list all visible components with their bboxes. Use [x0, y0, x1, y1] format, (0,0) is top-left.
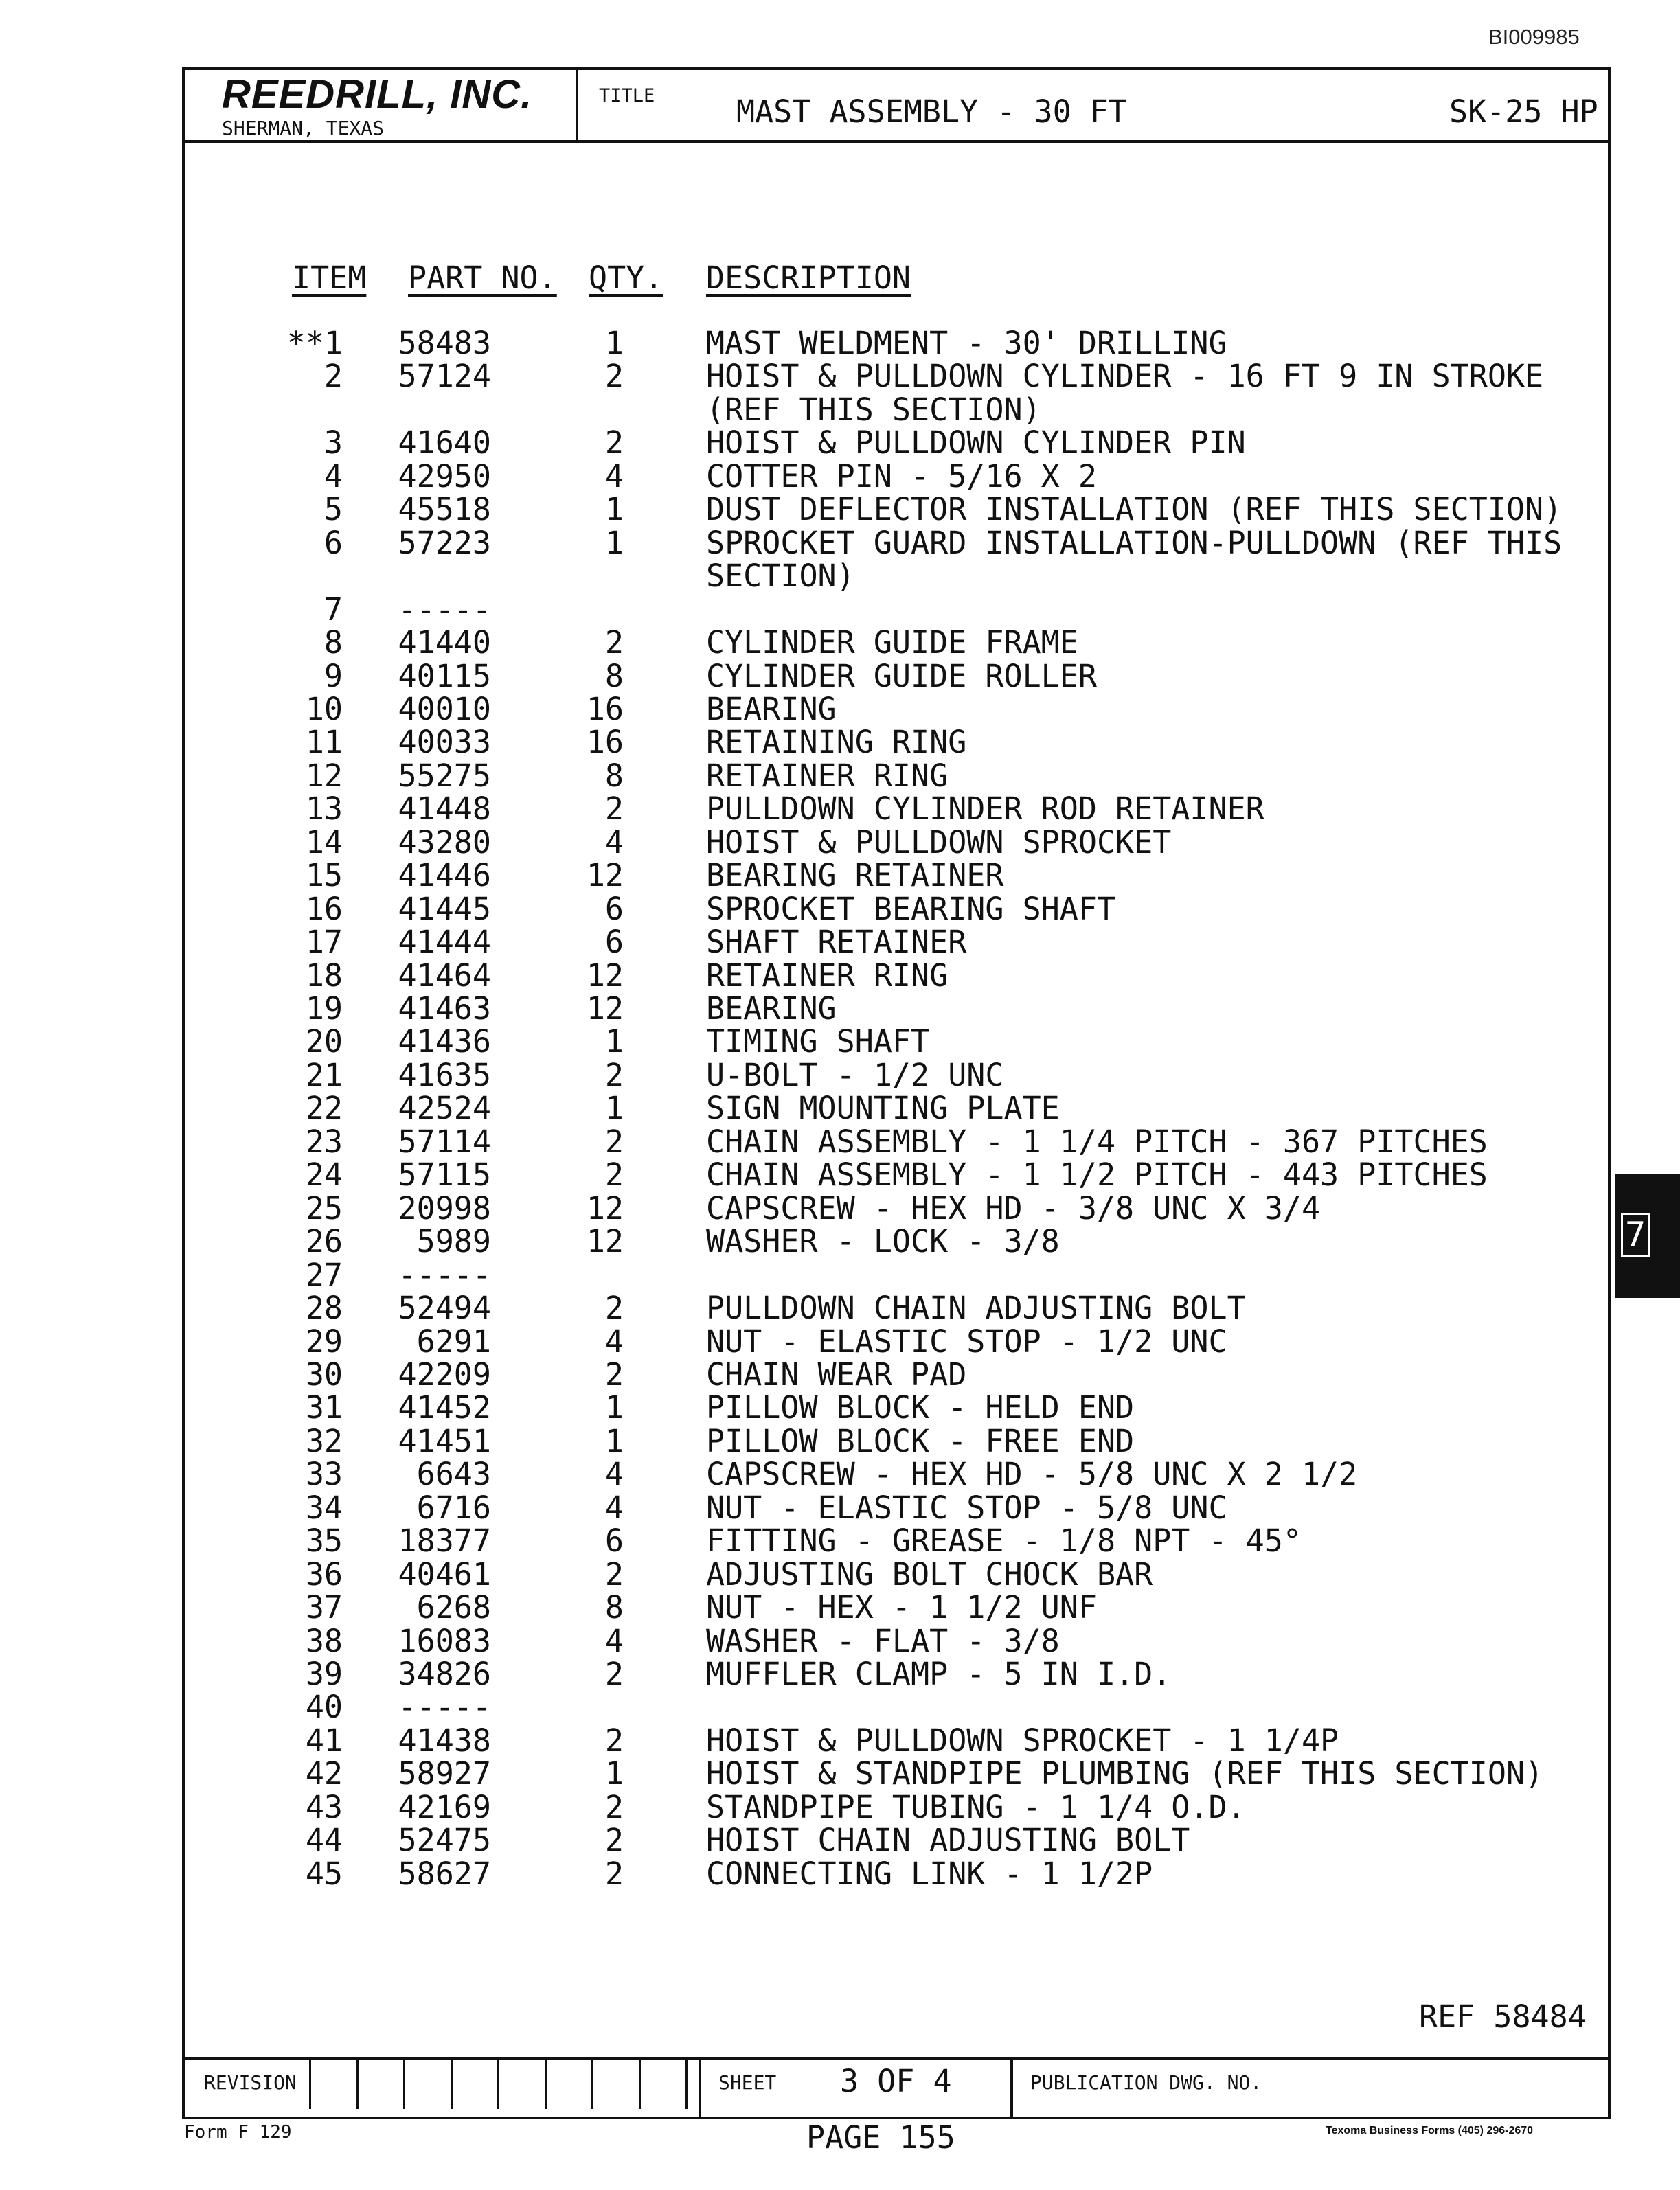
table-row — [0, 1256, 1680, 1293]
description-cell: DUST DEFLECTOR INSTALLATION (REF THIS SECTION) — [706, 491, 1563, 528]
item-cell: 29 — [305, 1323, 343, 1360]
item-cell: 11 — [305, 724, 343, 761]
revision-box-divider — [591, 2060, 593, 2109]
sheet-divider — [699, 2060, 701, 2119]
table-row — [0, 926, 1680, 959]
part-number-cell: 34826 — [398, 1656, 491, 1692]
part-number-cell: 40115 — [398, 657, 491, 694]
publication-divider — [1010, 2060, 1013, 2119]
item-cell: 15 — [305, 857, 343, 894]
description-cell: CYLINDER GUIDE ROLLER — [706, 657, 1097, 694]
quantity-cell: 1 — [604, 1090, 624, 1127]
item-cell: 9 — [323, 657, 343, 694]
description-cell: SIGN MOUNTING PLATE — [706, 1090, 1060, 1127]
item-cell: 40 — [305, 1689, 343, 1726]
table-row — [0, 890, 1680, 927]
table-row — [0, 1458, 1680, 1491]
printer-credit: Texoma Business Forms (405) 296-2670 — [1326, 2125, 1534, 2136]
table-row — [0, 360, 1680, 393]
table-row — [0, 1189, 1680, 1227]
item-cell: 30 — [305, 1356, 343, 1393]
table-row — [0, 1691, 1680, 1724]
item-cell: 8 — [323, 624, 343, 661]
part-number-cell: 42209 — [398, 1356, 491, 1393]
item-cell: 14 — [305, 823, 343, 860]
quantity-cell: 2 — [604, 358, 624, 395]
quantity-cell: 2 — [604, 1356, 624, 1393]
part-number-cell: 52494 — [398, 1290, 491, 1327]
item-cell: 36 — [305, 1555, 343, 1593]
table-row — [0, 1824, 1680, 1857]
part-number-cell: 41452 — [398, 1389, 491, 1426]
part-number-cell: 57114 — [398, 1123, 491, 1160]
item-cell: 22 — [305, 1090, 343, 1127]
revision-box-divider — [309, 2060, 311, 2109]
description-cell: RETAINER RING — [706, 957, 949, 994]
part-number-cell: 41463 — [398, 990, 491, 1027]
item-cell: 31 — [305, 1389, 343, 1426]
table-row — [0, 690, 1680, 727]
quantity-cell: 1 — [604, 1023, 624, 1060]
quantity-cell: 1 — [604, 524, 624, 561]
table-row — [0, 1225, 1680, 1258]
quantity-cell: 1 — [604, 1422, 624, 1459]
description-cell: BEARING — [706, 690, 837, 727]
item-cell: 7 — [323, 591, 343, 628]
document-id: BI009985 — [1488, 25, 1580, 49]
item-cell: 26 — [305, 1223, 343, 1260]
column-header-item: ITEM — [292, 260, 367, 296]
column-header-description: DESCRIPTION — [706, 260, 911, 296]
description-cell: U-BOLT - 1/2 UNC — [706, 1056, 1004, 1093]
item-cell: 27 — [305, 1256, 343, 1293]
description-cell: CHAIN ASSEMBLY - 1 1/4 PITCH - 367 PITCHES — [706, 1123, 1488, 1160]
quantity-cell: 2 — [604, 790, 624, 828]
part-number-cell: 41635 — [398, 1056, 491, 1093]
description-cell: HOIST CHAIN ADJUSTING BOLT — [706, 1822, 1190, 1859]
table-row — [0, 426, 1680, 459]
description-cell: MAST WELDMENT - 30' DRILLING — [706, 325, 1227, 361]
quantity-cell: 1 — [604, 491, 624, 528]
quantity-cell: 8 — [604, 1589, 624, 1626]
quantity-cell: 1 — [604, 325, 624, 361]
part-number-cell: 20998 — [398, 1189, 491, 1227]
quantity-cell: 16 — [586, 690, 624, 727]
column-header-qty: QTY. — [589, 260, 663, 296]
item-cell: 10 — [305, 690, 343, 727]
table-row — [0, 1092, 1680, 1125]
part-number-cell: 41448 — [398, 790, 491, 828]
quantity-cell: 16 — [586, 724, 624, 761]
table-row — [0, 657, 1680, 694]
part-number-cell: 18377 — [398, 1522, 491, 1560]
description-cell: CHAIN WEAR PAD — [706, 1356, 967, 1393]
description-cell: SPROCKET BEARING SHAFT — [706, 890, 1116, 927]
description-cell: BEARING — [706, 990, 837, 1027]
table-row — [0, 493, 1680, 526]
part-number-cell: 41438 — [398, 1722, 491, 1759]
header-divider — [576, 67, 578, 143]
description-cell: CHAIN ASSEMBLY - 1 1/2 PITCH - 443 PITCHES — [706, 1156, 1488, 1194]
item-cell: 43 — [305, 1788, 343, 1825]
revision-box-divider — [451, 2060, 453, 2109]
table-row — [0, 1422, 1680, 1459]
revision-box-divider — [545, 2060, 547, 2109]
quantity-cell: 12 — [586, 1223, 624, 1260]
quantity-cell: 2 — [604, 1722, 624, 1759]
quantity-cell: 4 — [604, 823, 624, 860]
part-number-cell: 41451 — [398, 1422, 491, 1459]
quantity-cell: 2 — [604, 1056, 624, 1093]
title-label: TITLE — [599, 85, 655, 106]
description-cell: WASHER - LOCK - 3/8 — [706, 1223, 1060, 1260]
table-row — [0, 1757, 1680, 1790]
part-number-cell: 57223 — [398, 524, 491, 561]
part-number-cell: 41640 — [398, 424, 491, 461]
quantity-cell: 2 — [604, 624, 624, 661]
part-number-cell: 41464 — [398, 957, 491, 994]
description-cell: CAPSCREW - HEX HD - 5/8 UNC X 2 1/2 — [706, 1456, 1358, 1493]
revision-box-divider — [356, 2060, 359, 2109]
footer-rule — [182, 2057, 1611, 2060]
table-row — [0, 1724, 1680, 1757]
description-cell: HOIST & PULLDOWN SPROCKET — [706, 823, 1172, 860]
publication-label: PUBLICATION DWG. NO. — [1030, 2071, 1262, 2094]
description-cell: SPROCKET GUARD INSTALLATION-PULLDOWN (REF THIS — [706, 524, 1563, 561]
table-row — [0, 393, 1680, 426]
description-cell: WASHER - FLAT - 3/8 — [706, 1622, 1060, 1659]
quantity-cell: 12 — [586, 990, 624, 1027]
part-number-cell: 6716 — [416, 1489, 491, 1526]
description-cell: RETAINER RING — [706, 757, 949, 794]
quantity-cell: 4 — [604, 1456, 624, 1493]
quantity-cell: 8 — [604, 657, 624, 694]
description-cell: PULLDOWN CHAIN ADJUSTING BOLT — [706, 1290, 1246, 1327]
part-number-cell: 41436 — [398, 1023, 491, 1060]
table-row — [0, 560, 1680, 593]
quantity-cell: 2 — [604, 1656, 624, 1692]
table-row — [0, 726, 1680, 759]
table-row — [0, 859, 1680, 892]
description-cell: BEARING RETAINER — [706, 857, 1004, 894]
item-cell: 2 — [323, 358, 343, 395]
quantity-cell: 4 — [604, 1323, 624, 1360]
description-cell: HOIST & PULLDOWN CYLINDER - 16 FT 9 IN STROKE — [706, 358, 1544, 395]
item-cell: 19 — [305, 990, 343, 1027]
quantity-cell: 2 — [604, 1156, 624, 1194]
item-cell: 17 — [305, 924, 343, 961]
item-cell: 45 — [305, 1855, 343, 1892]
reference-number: REF 58484 — [1419, 1998, 1587, 2035]
table-row — [0, 1788, 1680, 1825]
quantity-cell: 12 — [586, 957, 624, 994]
item-cell: 24 — [305, 1156, 343, 1194]
part-number-cell: 5989 — [416, 1223, 491, 1260]
quantity-cell: 2 — [604, 1855, 624, 1892]
description-cell: CYLINDER GUIDE FRAME — [706, 624, 1078, 661]
section-tab-number: 7 — [1621, 1213, 1650, 1257]
table-row — [0, 626, 1680, 659]
part-number-cell: 58627 — [398, 1855, 491, 1892]
part-number-cell: 42524 — [398, 1090, 491, 1127]
part-number-cell: 57124 — [398, 358, 491, 395]
quantity-cell: 2 — [604, 1788, 624, 1825]
item-cell: 3 — [323, 424, 343, 461]
table-row — [0, 1591, 1680, 1624]
sheet-value: 3 OF 4 — [840, 2063, 952, 2099]
description-cell: FITTING - GREASE - 1/8 NPT - 45° — [706, 1522, 1302, 1560]
table-row — [0, 992, 1680, 1025]
part-number-cell: 40461 — [398, 1555, 491, 1593]
sheet-label: SHEET — [718, 2071, 777, 2094]
description-cell: SECTION) — [706, 558, 855, 595]
table-row — [0, 1056, 1680, 1093]
part-number-cell: 57115 — [398, 1156, 491, 1194]
table-row — [0, 1391, 1680, 1424]
revision-label: REVISION — [204, 2071, 297, 2094]
item-cell: 42 — [305, 1755, 343, 1792]
part-number-cell: 41445 — [398, 890, 491, 927]
quantity-cell: 6 — [604, 924, 624, 961]
quantity-cell: 6 — [604, 1522, 624, 1560]
item-cell: 23 — [305, 1123, 343, 1160]
item-cell: 5 — [323, 491, 343, 528]
part-number-cell: ----- — [398, 1256, 491, 1293]
quantity-cell: 6 — [604, 890, 624, 927]
quantity-cell: 1 — [604, 1755, 624, 1792]
form-number: Form F 129 — [184, 2122, 292, 2143]
part-number-cell: 52475 — [398, 1822, 491, 1859]
quantity-cell: 2 — [604, 1123, 624, 1160]
quantity-cell: 12 — [586, 1189, 624, 1227]
part-number-cell: 42169 — [398, 1788, 491, 1825]
quantity-cell: 2 — [604, 1822, 624, 1859]
part-number-cell: 40010 — [398, 690, 491, 727]
model-number: SK-25 HP — [1449, 93, 1598, 130]
description-cell: COTTER PIN - 5/16 X 2 — [706, 457, 1097, 494]
item-cell: 35 — [305, 1522, 343, 1560]
item-cell: 41 — [305, 1722, 343, 1759]
table-row — [0, 1658, 1680, 1691]
description-cell: ADJUSTING BOLT CHOCK BAR — [706, 1555, 1153, 1593]
description-cell: STANDPIPE TUBING - 1 1/4 O.D. — [706, 1788, 1246, 1825]
item-cell: 25 — [305, 1189, 343, 1227]
table-row — [0, 524, 1680, 561]
table-row — [0, 1489, 1680, 1526]
item-cell: 6 — [323, 524, 343, 561]
description-cell: PILLOW BLOCK - HELD END — [706, 1389, 1135, 1426]
quantity-cell: 4 — [604, 1622, 624, 1659]
table-row — [0, 593, 1680, 626]
table-row — [0, 327, 1680, 360]
description-cell: HOIST & PULLDOWN CYLINDER PIN — [706, 424, 1246, 461]
part-number-cell: 41440 — [398, 624, 491, 661]
table-row — [0, 1325, 1680, 1358]
part-number-cell: 41444 — [398, 924, 491, 961]
part-number-cell: 58927 — [398, 1755, 491, 1792]
table-row — [0, 1292, 1680, 1325]
item-cell: 18 — [305, 957, 343, 994]
item-cell: 28 — [305, 1290, 343, 1327]
quantity-cell: 4 — [604, 1489, 624, 1526]
column-header-part: PART NO. — [408, 260, 557, 296]
document-title: MAST ASSEMBLY - 30 FT — [736, 93, 1127, 130]
table-row — [0, 1555, 1680, 1593]
table-row — [0, 1025, 1680, 1058]
part-number-cell: 6268 — [416, 1589, 491, 1626]
revision-box-divider — [403, 2060, 405, 2109]
quantity-cell: 8 — [604, 757, 624, 794]
part-number-cell: 42950 — [398, 457, 491, 494]
quantity-cell: 2 — [604, 424, 624, 461]
table-row — [0, 757, 1680, 794]
revision-box-divider — [639, 2060, 641, 2109]
description-cell: CONNECTING LINK - 1 1/2P — [706, 1855, 1153, 1892]
part-number-cell: 45518 — [398, 491, 491, 528]
part-number-cell: 40033 — [398, 724, 491, 761]
quantity-cell: 12 — [586, 857, 624, 894]
table-row — [0, 1156, 1680, 1194]
description-cell: HOIST & PULLDOWN SPROCKET - 1 1/4P — [706, 1722, 1339, 1759]
table-row — [0, 1522, 1680, 1560]
description-cell: NUT - ELASTIC STOP - 5/8 UNC — [706, 1489, 1227, 1526]
part-number-cell: ----- — [398, 591, 491, 628]
description-cell: HOIST & STANDPIPE PLUMBING (REF THIS SECTION) — [706, 1755, 1544, 1792]
page-number: PAGE 155 — [806, 2119, 955, 2156]
description-cell: CAPSCREW - HEX HD - 3/8 UNC X 3/4 — [706, 1189, 1321, 1227]
item-cell: 34 — [305, 1489, 343, 1526]
description-cell: TIMING SHAFT — [706, 1023, 930, 1060]
part-number-cell: 55275 — [398, 757, 491, 794]
table-row — [0, 457, 1680, 494]
item-cell: 38 — [305, 1622, 343, 1659]
description-cell: NUT - ELASTIC STOP - 1/2 UNC — [706, 1323, 1227, 1360]
item-cell: 4 — [323, 457, 343, 494]
item-cell: 12 — [305, 757, 343, 794]
quantity-cell: 4 — [604, 457, 624, 494]
item-cell: 39 — [305, 1656, 343, 1692]
item-cell: 13 — [305, 790, 343, 828]
description-cell: RETAINING RING — [706, 724, 967, 761]
item-cell: 44 — [305, 1822, 343, 1859]
description-cell: PILLOW BLOCK - FREE END — [706, 1422, 1135, 1459]
table-row — [0, 1855, 1680, 1892]
table-row — [0, 959, 1680, 992]
company-name: REEDRILL, INC. — [222, 72, 533, 117]
description-cell: SHAFT RETAINER — [706, 924, 967, 961]
quantity-cell: 2 — [604, 1555, 624, 1593]
part-number-cell: 6643 — [416, 1456, 491, 1493]
table-row — [0, 1358, 1680, 1391]
item-cell: 37 — [305, 1589, 343, 1626]
table-row — [0, 823, 1680, 860]
quantity-cell: 1 — [604, 1389, 624, 1426]
item-cell: 33 — [305, 1456, 343, 1493]
table-row — [0, 790, 1680, 828]
table-row — [0, 1123, 1680, 1160]
item-cell: 21 — [305, 1056, 343, 1093]
item-cell: **1 — [286, 325, 343, 361]
revision-box-divider — [497, 2060, 499, 2109]
company-city: SHERMAN, TEXAS — [222, 117, 385, 139]
part-number-cell: 43280 — [398, 823, 491, 860]
part-number-cell: 41446 — [398, 857, 491, 894]
item-cell: 16 — [305, 890, 343, 927]
item-cell: 32 — [305, 1422, 343, 1459]
table-row — [0, 1622, 1680, 1659]
part-number-cell: 6291 — [416, 1323, 491, 1360]
revision-box-divider — [685, 2060, 688, 2109]
quantity-cell: 2 — [604, 1290, 624, 1327]
part-number-cell: ----- — [398, 1689, 491, 1726]
description-cell: (REF THIS SECTION) — [706, 391, 1041, 428]
item-cell: 20 — [305, 1023, 343, 1060]
description-cell: NUT - HEX - 1 1/2 UNF — [706, 1589, 1097, 1626]
part-number-cell: 16083 — [398, 1622, 491, 1659]
description-cell: MUFFLER CLAMP - 5 IN I.D. — [706, 1656, 1172, 1692]
description-cell: PULLDOWN CYLINDER ROD RETAINER — [706, 790, 1264, 828]
part-number-cell: 58483 — [398, 325, 491, 361]
header-rule — [182, 140, 1611, 143]
